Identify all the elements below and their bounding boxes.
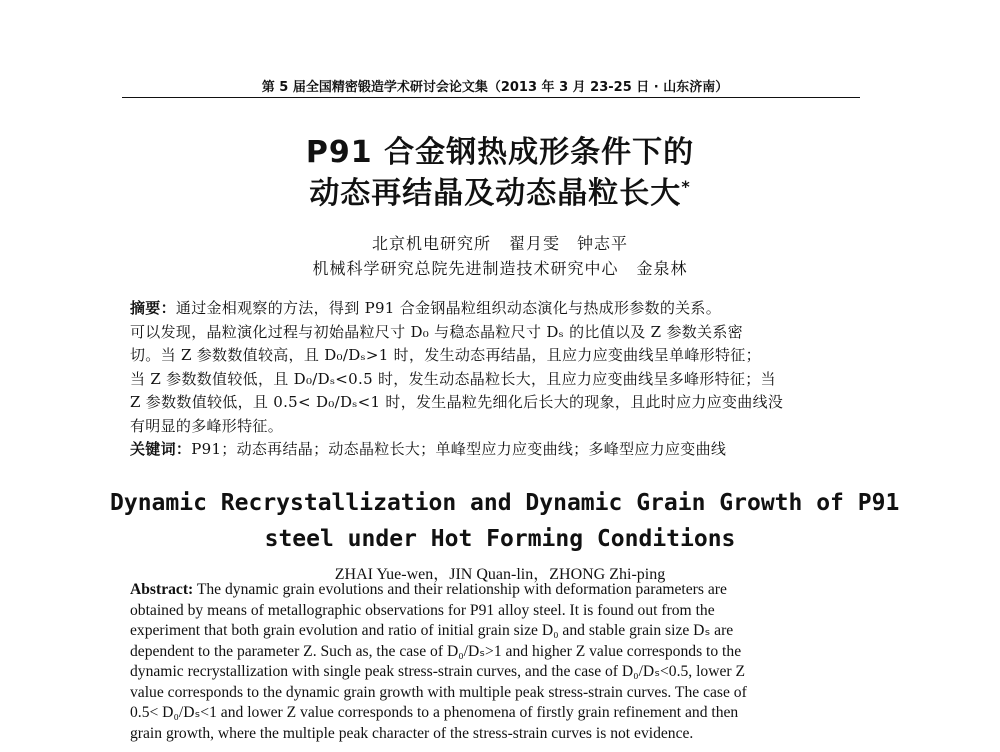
english-abstract-line: Abstract: The dynamic grain evolutions and their relationship with deformation parameters are (130, 581, 727, 598)
english-abstract-line: grain growth, where the multiple peak character of the stress-strain curves is not evidence. (130, 724, 694, 742)
institution-1-authors: 翟月雯 钟志平 (509, 234, 629, 253)
chinese-abstract-line: 可以发现，晶粒演化过程与初始晶粒尺寸 D₀ 与稳态晶粒尺寸 Dₛ 的比值以及 Z 参数关系密 (130, 322, 743, 341)
chinese-abstract (130, 297, 860, 462)
english-abstract-line: dynamic recrystallization with single peak stress-strain curves, and the case of D₀/Dₛ<0.5, lower Z (130, 663, 746, 680)
abstract-label-en: Abstract: (130, 581, 194, 598)
chinese-abstract-line: 切。当 Z 参数数值较高，且 D₀/Dₛ>1 时，发生动态再结晶，且应力应变曲线呈单峰形特征； (130, 346, 761, 364)
english-title-line-2: steel under Hot Forming Conditions (264, 526, 736, 552)
institution-1: 北京机电研究所 (371, 234, 491, 253)
english-authors: ZHAI Yue-wen，JIN Quan-lin，ZHONG Zhi-ping (334, 566, 666, 583)
chinese-abstract-line: 有明显的多峰形特征。 (130, 416, 284, 435)
english-abstract-line: experiment that both grain evolution and ratio of initial grain size D₀ and stable grain size Dₛ are (130, 622, 734, 639)
chinese-abstract-line: 当 Z 参数数值较低，且 D₀/Dₛ<0.5 时，发生动态晶粒长大，且应力应变曲线呈多峰形特征；当 (130, 369, 776, 388)
chinese-affiliation-2 (200, 256, 800, 279)
proceedings-header: 第 5 届全国精密锻造学术研讨会论文集（2013 年 3 月 23-25 日 · 山东济南） (261, 80, 729, 95)
header-rule (122, 97, 860, 98)
english-abstract (130, 580, 860, 744)
english-title-line-1: Dynamic Recrystallization and Dynamic Grain Growth of P91 (110, 490, 900, 516)
english-abstract-line: dependent to the parameter Z. Such as, the case of D₀/Dₛ>1 and higher Z value corresponds to the (130, 642, 742, 660)
chinese-title-line-1: P91 合金钢热成形条件下的 (305, 135, 695, 170)
chinese-abstract-line: Z 参数数值较低，且 0.5< D₀/Dₛ<1 时，发生晶粒先细化后长大的现象，且此时应力应变曲线没 (130, 393, 784, 411)
keywords-label-cn: 关键词： (130, 440, 192, 458)
institution-2-authors: 金泉林 (636, 259, 688, 278)
english-abstract-line: value corresponds to the dynamic grain growth with multiple peak stress-strain curves. The case of (130, 683, 747, 701)
chinese-abstract-line: 摘要：通过金相观察的方法，得到 P91 合金钢晶粒组织动态演化与热成形参数的关系。 (130, 299, 722, 317)
chinese-title-text: 动态再结晶及动态晶粒长大 (309, 176, 682, 211)
english-abstract-line: 0.5< D₀/Dₛ<1 and lower Z value corresponds to a phenomena of firstly grain refinement and then (130, 704, 739, 721)
chinese-keywords (130, 438, 860, 462)
institution-2: 机械科学研究总院先进制造技术研究中心 (312, 259, 619, 278)
chinese-title-line-2 (200, 168, 800, 212)
chinese-affiliation-1 (200, 231, 800, 254)
title-footnote-mark: * (681, 177, 691, 196)
english-abstract-line: obtained by means of metallographic observations for P91 alloy steel. It is found out from the (130, 601, 715, 619)
abstract-label-cn: 摘要： (130, 299, 176, 317)
keywords-text: P91；动态再结晶；动态晶粒长大；单峰型应力应变曲线；多峰型应力应变曲线 (191, 440, 727, 458)
